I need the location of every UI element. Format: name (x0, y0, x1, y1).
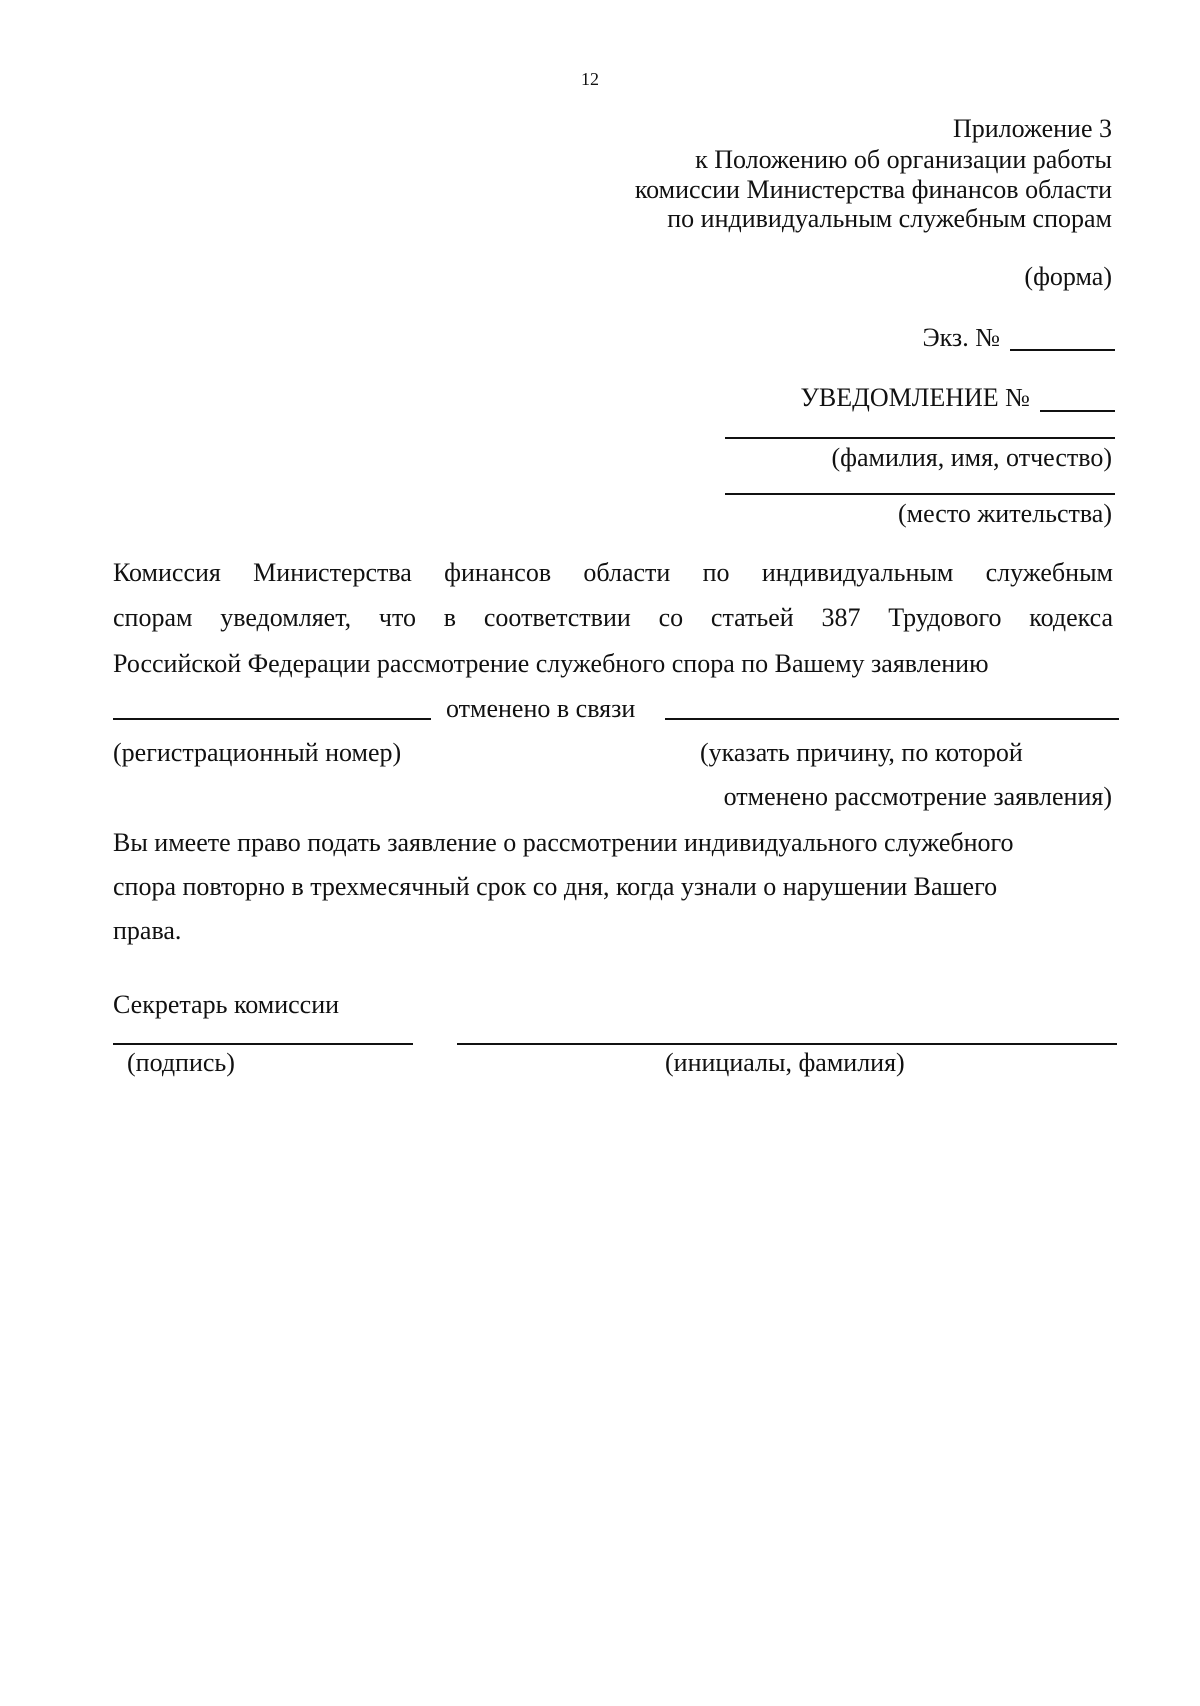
form-label: (форма) (1024, 262, 1112, 291)
appendix-line-1: к Положению об организации работы (695, 145, 1112, 174)
page-number: 12 (581, 69, 599, 89)
body-line-2: спорам уведомляет, что в соответствии со статьей 387 Трудового кодекса (113, 603, 1113, 632)
signature-blank (113, 1043, 413, 1045)
rights-line-2: спора повторно в трехмесячный срок со дня, когда узнали о нарушении Вашего (113, 872, 998, 901)
recipient-name-blank (725, 437, 1115, 439)
recipient-address-hint: (место жительства) (897, 499, 1112, 528)
reason-blank (665, 718, 1119, 720)
signature-hint: (подпись) (127, 1048, 235, 1077)
appendix-title: Приложение 3 (952, 114, 1112, 143)
recipient-address-blank (725, 493, 1115, 495)
rights-line-1: Вы имеете право подать заявление о рассмотрении индивидуального служебного (113, 828, 1014, 857)
reason-hint-line-2: отменено рассмотрение заявления) (723, 782, 1112, 811)
appendix-line-2: комиссии Министерства финансов области (634, 175, 1112, 204)
copy-number-blank (1010, 349, 1115, 351)
registration-number-blank (113, 718, 431, 720)
initials-surname-blank (457, 1043, 1117, 1045)
body-line-3: Российской Федерации рассмотрение служебного спора по Вашему заявлению (113, 649, 989, 678)
cancelled-text: отменено в связи (446, 694, 636, 723)
appendix-line-3: по индивидуальным служебным спорам (667, 204, 1112, 233)
body-line-1: Комиссия Министерства финансов области по индивидуальным служебным (113, 558, 1113, 587)
reason-hint-line-1: (указать причину, по которой (700, 738, 1023, 767)
notice-title: УВЕДОМЛЕНИЕ № (800, 383, 1030, 412)
notice-number-blank (1040, 410, 1115, 412)
secretary-role: Секретарь комиссии (113, 990, 340, 1019)
recipient-name-hint: (фамилия, имя, отчество) (831, 443, 1112, 472)
rights-line-3: права. (113, 916, 182, 945)
copy-number-label: Экз. № (922, 323, 1000, 352)
registration-number-hint: (регистрационный номер) (113, 738, 402, 767)
initials-surname-hint: (инициалы, фамилия) (665, 1048, 905, 1077)
